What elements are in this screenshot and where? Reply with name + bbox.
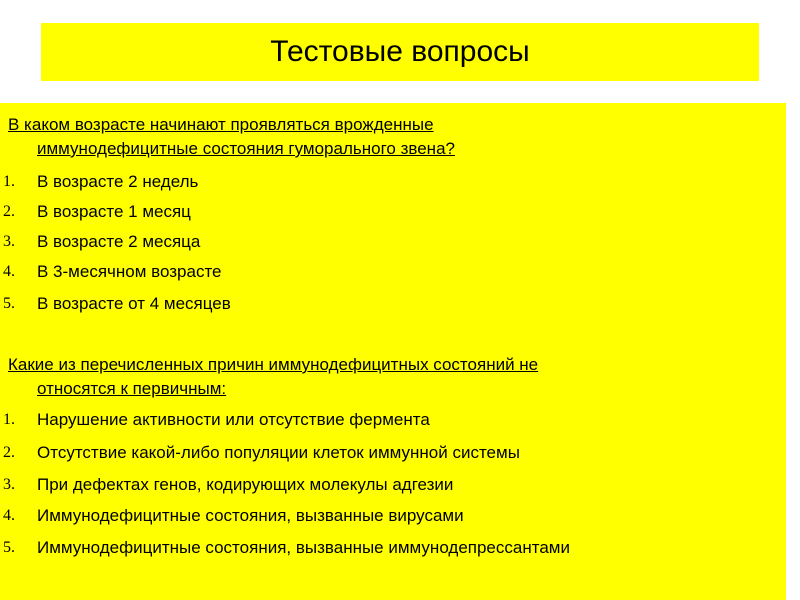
option-text: При дефектах генов, кодирующих молекулы адгезии	[37, 475, 454, 494]
option-text: В возрасте от 4 месяцев	[37, 294, 231, 313]
option-text: В возрасте 2 недель	[37, 172, 199, 191]
question-2-line-2: относятся к первичным:	[37, 379, 227, 398]
option-text: В возрасте 2 месяца	[37, 232, 201, 251]
question-1	[8, 113, 455, 161]
question-1-line-1: В каком возрасте начинают проявляться врожденные	[8, 115, 434, 134]
option-number: 2.	[3, 444, 15, 461]
option-text: Иммунодефицитные состояния, вызванные вирусами	[37, 506, 464, 525]
question-2-line-1: Какие из перечисленных причин иммунодефицитных состояний не	[8, 355, 539, 374]
option-number: 5.	[3, 295, 15, 312]
option-number: 3.	[3, 233, 15, 250]
title-banner	[41, 23, 759, 81]
option-number: 3.	[3, 476, 15, 493]
option-text: Нарушение активности или отсутствие фермента	[37, 410, 430, 429]
slide-title: Тестовые вопросы	[270, 35, 530, 68]
option-number: 4.	[3, 507, 15, 524]
option-number: 4.	[3, 263, 15, 280]
option-text: Отсутствие какой-либо популяции клеток иммунной системы	[37, 443, 520, 462]
option-number: 5.	[3, 539, 15, 556]
option-text: В 3-месячном возрасте	[37, 262, 222, 281]
option-number: 1.	[3, 411, 15, 428]
option-number: 1.	[3, 173, 15, 190]
question-2	[8, 353, 538, 401]
question-1-line-2: иммунодефицитные состояния гуморального звена?	[37, 139, 455, 158]
option-number: 2.	[3, 203, 15, 220]
option-text: В возрасте 1 месяц	[37, 202, 191, 221]
content-panel	[0, 103, 786, 600]
option-text: Иммунодефицитные состояния, вызванные иммунодепрессантами	[37, 538, 570, 557]
